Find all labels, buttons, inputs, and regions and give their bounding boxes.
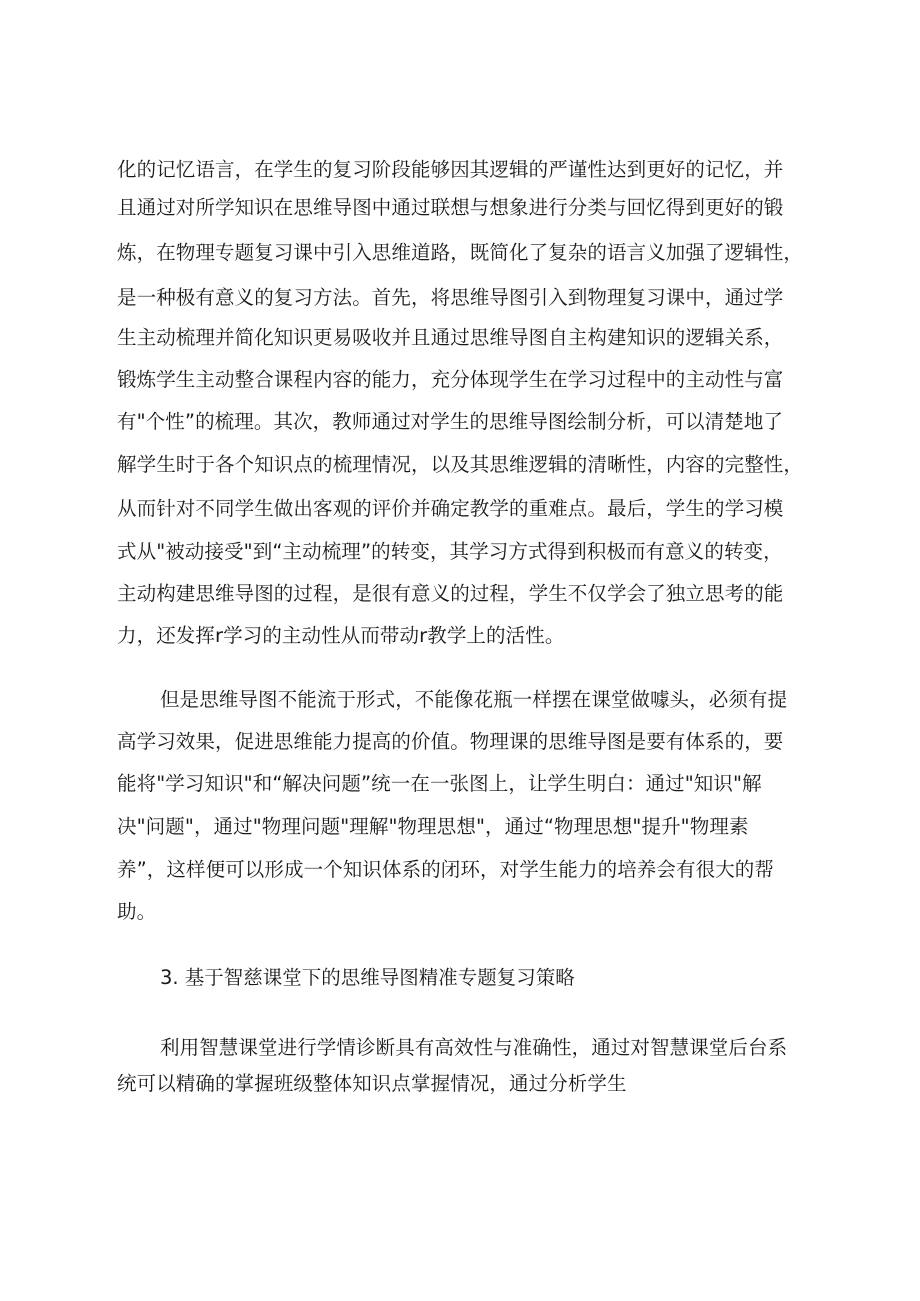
paragraph-line: 有"个性”的梳理。其次，教师通过对学生的思维导图绘制分析，可以清楚地了: [117, 410, 784, 433]
paragraph-line: 高学习效果，促进思维能力提高的价值。物理课的思维导图是要有体系的，要: [117, 730, 784, 753]
paragraph-line: 力，还发挥r学习的主动性从而带动r教学上的活性。: [117, 624, 565, 647]
paragraph-line: 炼，在物理专题复习课中引入思维道路，既简化了复杂的语言义加强了逻辑性，: [117, 241, 804, 264]
paragraph-line: 主动构建思维导图的过程，是很有意义的过程，学生不仅学会了独立思考的能: [117, 582, 784, 605]
paragraph-line: 锻炼学生主动整合课程内容的能力，充分体现学生在学习过程中的主动性与富: [117, 368, 784, 391]
paragraph-line: 助。: [117, 900, 157, 923]
paragraph-line: 解学生时于各个知识点的梳理情况，以及其思维逻辑的清晰性，内容的完整性，: [117, 453, 804, 476]
paragraph-line: 且通过对所学知识在思维导图中通过联想与想象进行分类与回忆得到更好的锻: [117, 196, 784, 219]
paragraph-line: 利用智慧课堂进行学情诊断具有高效性与准确性，通过对智慧课堂后台系: [160, 1036, 788, 1059]
paragraph-line: 决"问题"，通过"物理问题"理解"物理思想"，通过“物理思想"提升"物理素: [117, 815, 749, 838]
paragraph-line: 生主动梳理并简化知识更易吸收并且通过思维导图自主构建知识的逻辑关系，: [117, 326, 784, 349]
paragraph-line: 但是思维导图不能流于形式，不能像花瓶一样摆在课堂做噱头，必须有提: [160, 688, 788, 711]
paragraph-line: 化的记忆语言，在学生的复习阶段能够因其逻辑的严谨性达到更好的记忆，并: [117, 158, 784, 181]
paragraph-line: 式从"被动接受"到“主动梳理”的转变，其学习方式得到积极而有意义的转变，: [117, 540, 783, 563]
paragraph-line: 养”，这样便可以形成一个知识体系的闭环，对学生能力的培养会有很大的帮: [117, 858, 775, 881]
paragraph-line: 能将"学习知识"和“解决问题”统一在一张图上，让学生明白：通过"知识"解: [117, 772, 762, 795]
paragraph-line: 统可以精确的掌握班级整体知识点掌握情况，通过分析学生: [117, 1072, 627, 1095]
paragraph-line: 从而针对不同学生做出客观的评价并确定教学的重难点。最后，学生的学习模: [117, 497, 784, 520]
paragraph-line: 是一种极有意义的复习方法。首先，将思维导图引入到物理复习课中，通过学: [117, 286, 784, 309]
section-heading: 3. 基于智慈课堂下的思维导图精准专题复习策略: [160, 966, 575, 989]
